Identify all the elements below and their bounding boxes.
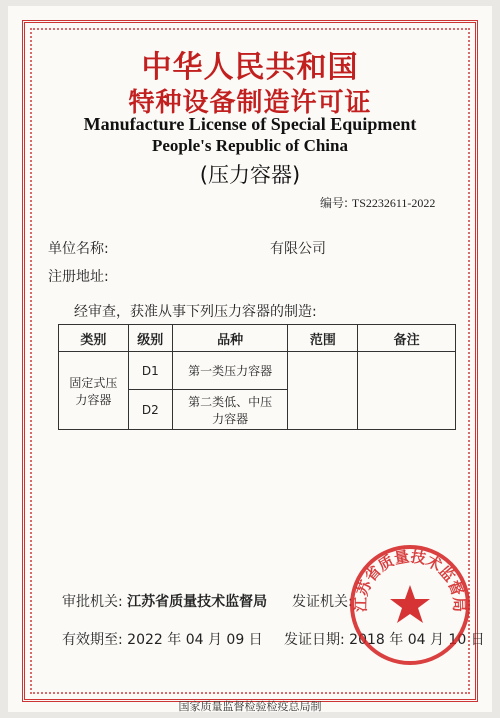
company-name-line bbox=[48, 238, 109, 258]
address-line bbox=[48, 266, 109, 286]
approval-authority-line bbox=[62, 591, 267, 611]
equipment-category: (压力容器) bbox=[199, 163, 301, 187]
footer-issuer: 国家质量监督检验检疫总局制 bbox=[178, 700, 322, 713]
serial-label: 编号: bbox=[320, 196, 349, 210]
company-name-value: 有限公司 bbox=[270, 241, 326, 257]
expiry-line bbox=[62, 629, 263, 649]
header-level: 级别 bbox=[128, 325, 172, 352]
cell-variety: 第一类压力容器 bbox=[172, 352, 288, 390]
seal-star-icon bbox=[390, 585, 430, 623]
issue-date-value: 2018 年 04 月 10 日 bbox=[349, 632, 485, 648]
table-header-row bbox=[59, 325, 456, 352]
title-english-1: Manufacture License of Special Equipment bbox=[83, 114, 417, 134]
license-table bbox=[58, 324, 456, 430]
cell-variety: 第二类低、中压力容器 bbox=[172, 390, 288, 430]
serial-number bbox=[320, 194, 435, 211]
table-row bbox=[59, 352, 456, 390]
official-seal bbox=[346, 541, 474, 669]
cell-level: D2 bbox=[128, 390, 172, 430]
header-note: 备注 bbox=[358, 325, 456, 352]
title-english-2: People's Republic of China bbox=[152, 136, 348, 155]
issuer-label: 发证机关: bbox=[292, 594, 353, 610]
serial-value: TS2232611-2022 bbox=[351, 196, 436, 210]
cell-scope bbox=[288, 352, 358, 430]
header-category: 类别 bbox=[59, 325, 129, 352]
approval-value: 江苏省质量技术监督局 bbox=[127, 594, 268, 610]
expiry-value: 2022 年 04 月 09 日 bbox=[127, 632, 263, 648]
approval-statement: 经审查，获准从事下列压力容器的制造: bbox=[74, 304, 317, 320]
cell-category: 固定式压力容器 bbox=[59, 352, 129, 430]
certificate-paper bbox=[8, 6, 492, 712]
expiry-label: 有效期至: bbox=[62, 632, 123, 648]
address-label: 注册地址: bbox=[48, 269, 109, 285]
issue-date-label: 发证日期: bbox=[284, 632, 345, 648]
cell-level: D1 bbox=[128, 352, 172, 390]
seal-text: 江苏省质量技术监督局 bbox=[351, 547, 469, 613]
header-scope: 范围 bbox=[288, 325, 358, 352]
title-country: 中华人民共和国 bbox=[141, 50, 359, 85]
company-label: 单位名称: bbox=[48, 241, 109, 257]
approval-label: 审批机关: bbox=[62, 594, 123, 610]
header-variety: 品种 bbox=[172, 325, 288, 352]
title-license: 特种设备制造许可证 bbox=[128, 88, 372, 118]
cell-note bbox=[358, 352, 456, 430]
